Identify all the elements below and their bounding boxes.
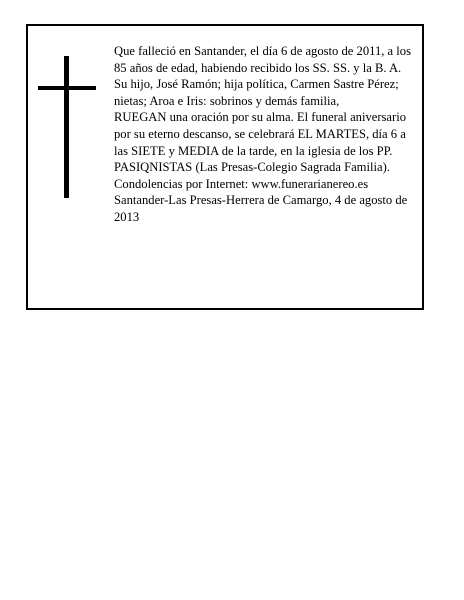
notice-paragraph-family: Su hijo, José Ramón; hija política, Carmen Sastre Pérez; nietas; Aroa e Iris: sobrinos y demás familia, (114, 77, 399, 108)
cross-horizontal-bar (38, 86, 96, 90)
notice-paragraph-death: Que falleció en Santander, el día 6 de agosto de 2011, a los 85 años de edad, habiendo recibido los SS. SS. y la B. A. (114, 44, 411, 75)
notice-paragraph-place-date: Santander-Las Presas-Herrera de Camargo, 4 de agosto de 2013 (114, 193, 408, 224)
cross-icon (38, 56, 98, 198)
notice-text (114, 43, 420, 226)
notice-paragraph-condolences: Condolencias por Internet: www.funerarianereo.es (114, 176, 369, 191)
notice-paragraph-funeral: RUEGAN una oración por su alma. El funeral aniversario por su eterno descanso, se celebrará EL MARTES, día 6 a las SIETE y MEDIA de la tarde, en la iglesia de los PP. PASIQNISTAS (Las Presas-Colegio Sagrada Familia). (114, 110, 407, 175)
cross-vertical-bar (64, 56, 69, 198)
obituary-notice (26, 24, 424, 310)
